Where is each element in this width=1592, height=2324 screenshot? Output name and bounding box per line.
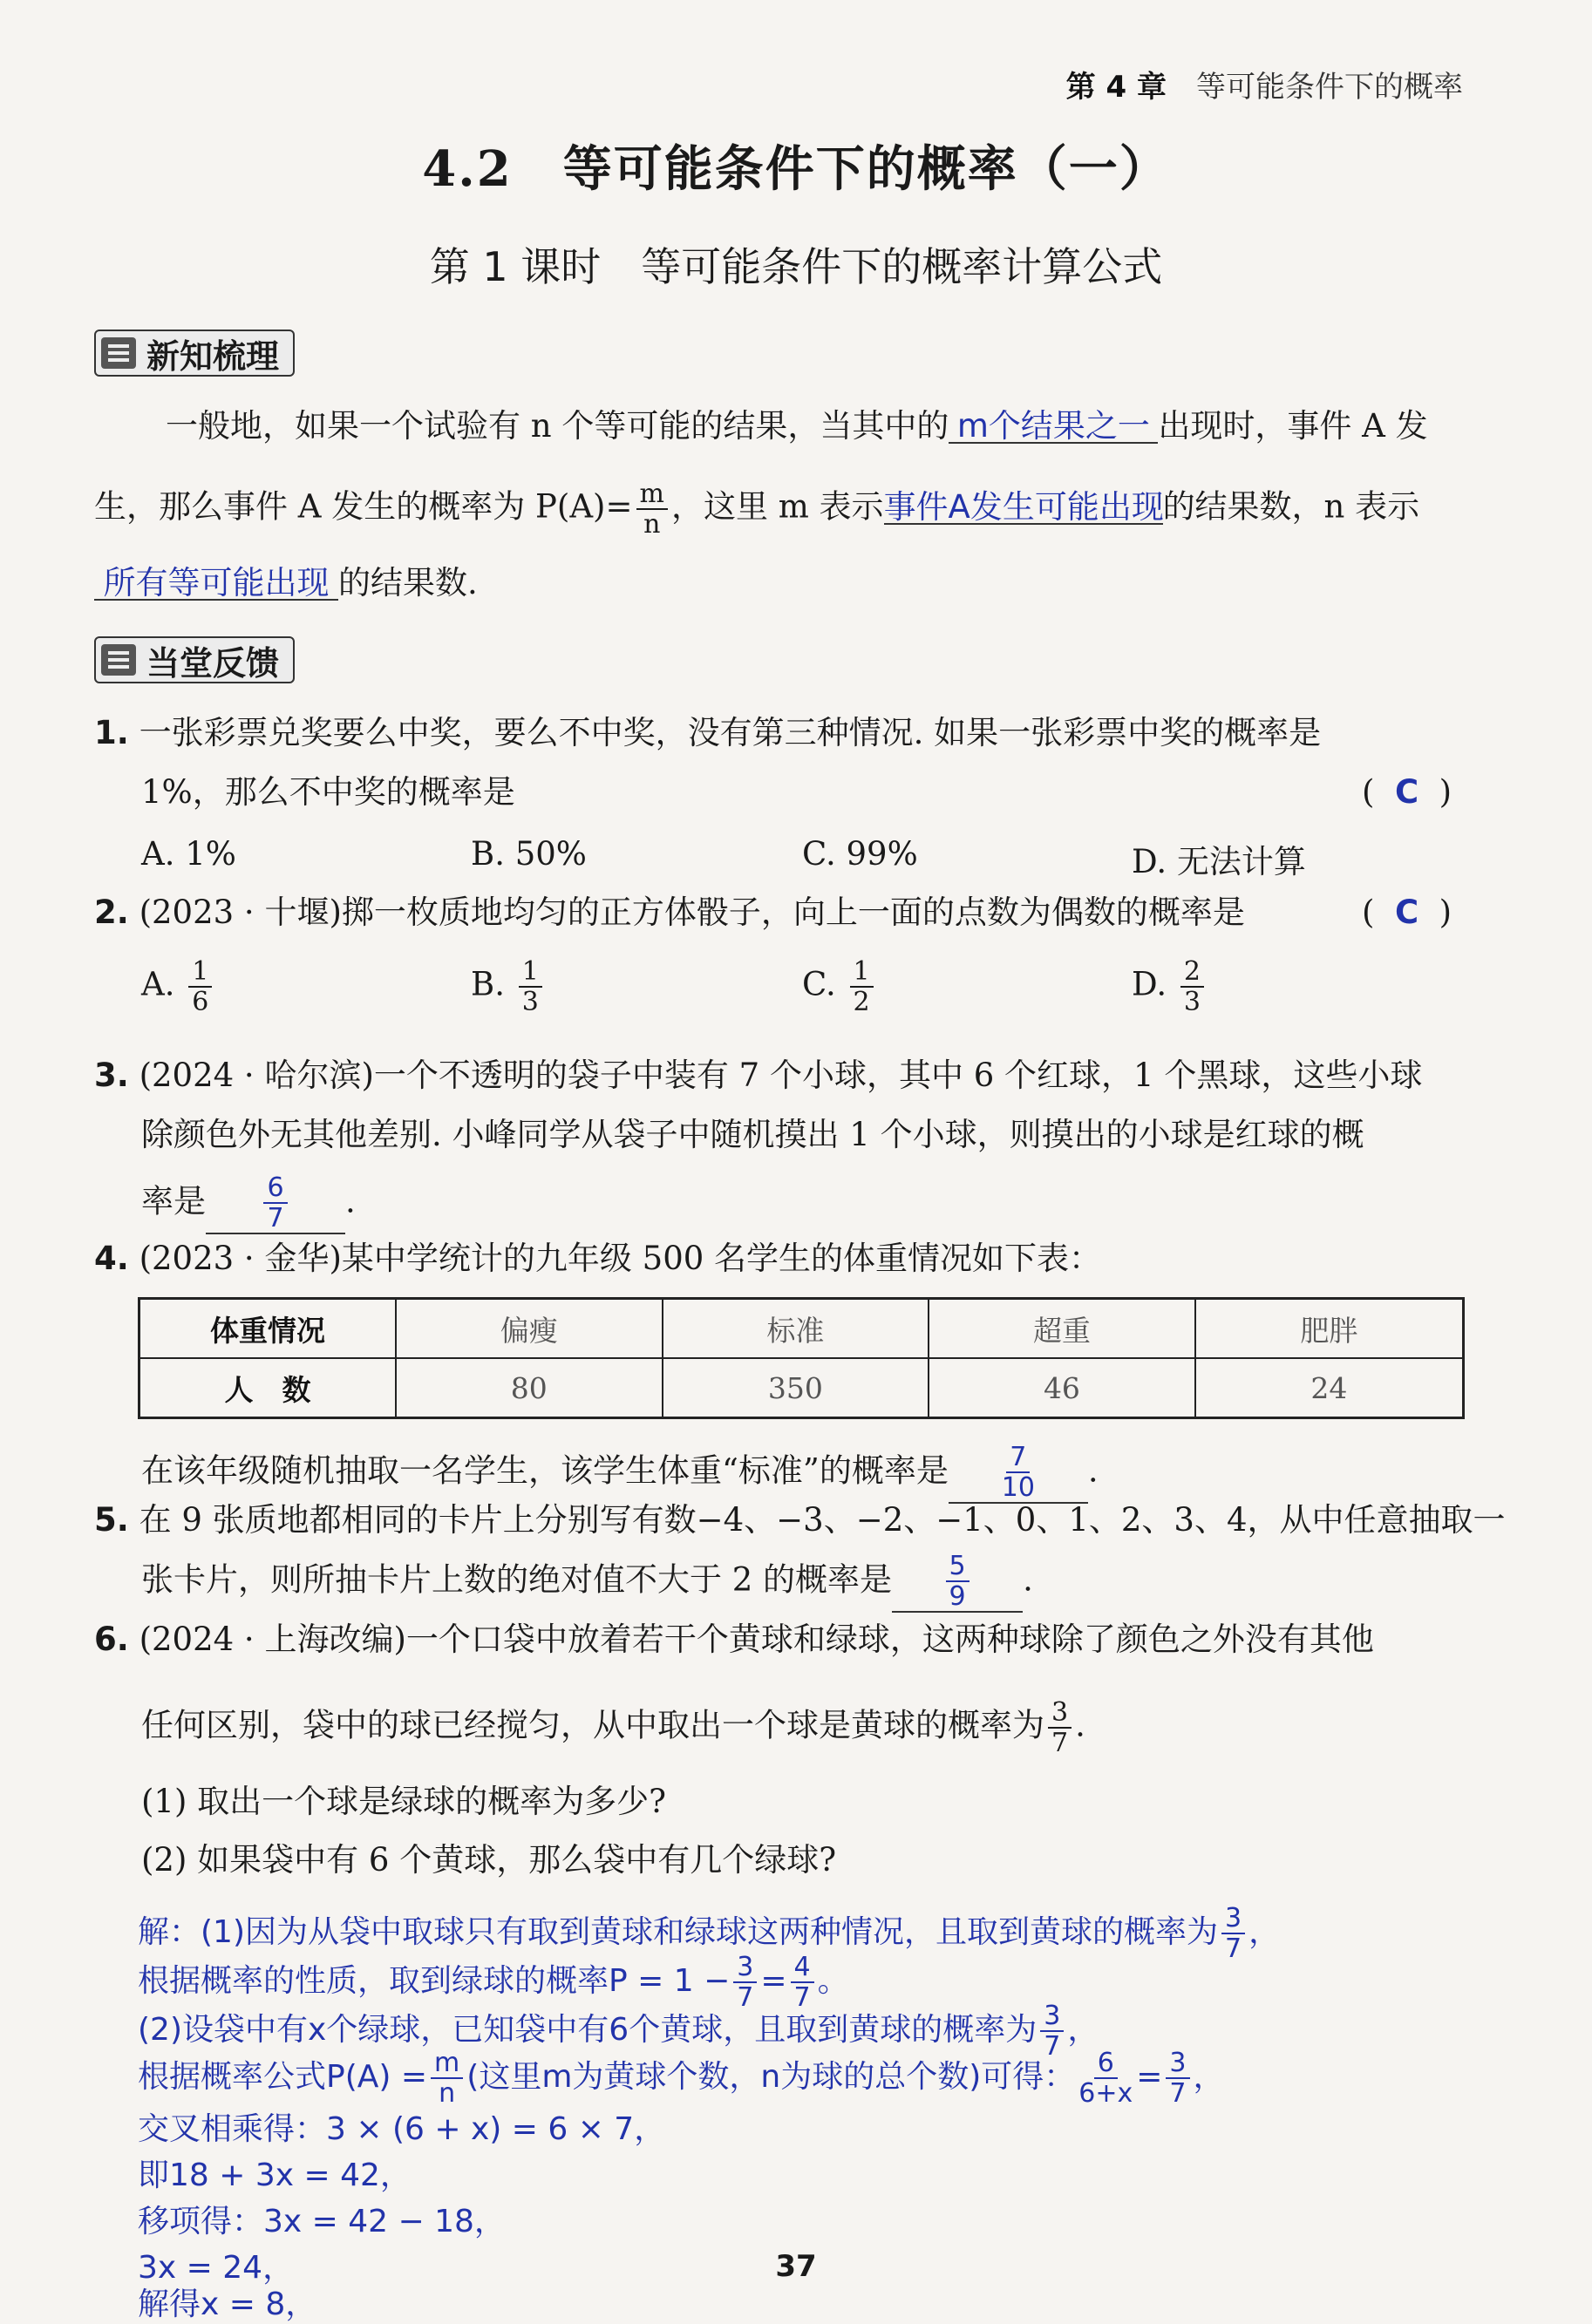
table-cell: 46: [929, 1358, 1195, 1418]
denominator: n: [643, 509, 661, 540]
chapter-number: 第 4 章: [1065, 70, 1167, 105]
question-number: 6.: [94, 1621, 129, 1658]
question-number: 5.: [94, 1501, 129, 1539]
knowledge-line-3: [94, 564, 478, 601]
table-row: [139, 1358, 1464, 1418]
table-header-cell: 体重情况: [139, 1299, 397, 1359]
question-1-answer: [1362, 773, 1453, 811]
denominator: n: [439, 2078, 456, 2109]
numerator: 3: [733, 1953, 757, 1983]
fraction: [1078, 2049, 1133, 2108]
paren: ): [1439, 773, 1453, 811]
q2-option-b: [471, 957, 546, 1016]
text: 生，那么事件 A 发生的概率为 P(A)=: [94, 487, 633, 526]
question-6-sub-1: (1) 取出一个球是绿球的概率为多少?: [141, 1783, 667, 1820]
q1-option-a: A. 1%: [141, 835, 236, 873]
solution-text: 解：(1)因为从袋中取球只有取到黄球和绿球这两种情况，且取到黄球的概率为: [138, 1914, 1218, 1950]
numerator: 3: [1048, 1698, 1072, 1729]
option-label: A.: [141, 965, 175, 1003]
text: ，这里 m 表示: [670, 487, 884, 526]
solution-line-4: [138, 2049, 1225, 2108]
table-header-cell: 肥胖: [1195, 1299, 1464, 1359]
paren: (: [1362, 773, 1375, 811]
question-text: 在该年级随机抽取一名学生，该学生体重“标准”的概率是: [141, 1451, 949, 1490]
text: .: [345, 1182, 356, 1220]
solution-text: (这里m为黄球个数，n为球的总个数)可得：: [466, 2059, 1076, 2095]
question-3-line-1: [94, 1057, 1423, 1094]
question-6-line-1: [94, 1621, 1374, 1658]
numerator: 2: [1180, 957, 1204, 988]
numerator: m: [431, 2049, 463, 2079]
q2-option-c: [802, 957, 877, 1016]
chapter-header: [1066, 63, 1463, 105]
solution-line-8: 3x = 24，: [138, 2250, 295, 2286]
denominator: 9: [949, 1581, 966, 1612]
fill-blank-answer: [949, 1443, 1088, 1504]
q1-option-c: C. 99%: [802, 835, 918, 873]
question-4: [94, 1240, 1102, 1277]
question-text: 率是: [141, 1182, 206, 1220]
table-cell: 24: [1195, 1358, 1464, 1418]
section-tag-label: 当堂反馈: [146, 643, 280, 683]
fraction: [946, 1552, 969, 1611]
denominator: 7: [1044, 2031, 1061, 2062]
question-4-after: [141, 1443, 1099, 1504]
question-text: 在 9 张质地都相同的卡片上分别写有数−4、−3、−2、−1、0、1、2、3、4，从中任意抽取一: [139, 1501, 1506, 1539]
fill-blank-2: 事件A发生可能出现: [883, 487, 1164, 526]
solution-text: ，: [1067, 2012, 1099, 2048]
fraction: [519, 957, 542, 1016]
option-label: B.: [471, 965, 505, 1003]
denominator: 7: [1169, 2078, 1187, 2109]
numerator: 1: [850, 957, 874, 988]
weight-table: [138, 1297, 1465, 1419]
question-text: (2024 · 上海改编)一个口袋中放着若干个黄球和绿球，这两种球除了颜色之外没有其他: [139, 1621, 1374, 1658]
solution-text: ，: [1248, 1914, 1281, 1950]
table-row: [139, 1299, 1464, 1359]
section-tag-feedback: [94, 636, 295, 683]
table-header-cell: 标准: [663, 1299, 929, 1359]
fill-blank-answer: [206, 1173, 345, 1234]
denominator: 7: [737, 1982, 754, 2013]
numerator: 3: [1040, 2001, 1064, 2032]
numerator: 4: [791, 1953, 814, 1983]
solution-line-9: 解得x = 8，: [138, 2287, 317, 2322]
text: 的结果数，n 表示: [1162, 487, 1420, 526]
answer-choice: C: [1394, 894, 1419, 931]
solution-text: 根据概率公式P(A) =: [138, 2059, 428, 2095]
solution-text: (2)设袋中有x个绿球，已知袋中有6个黄球，且取到黄球的概率为: [138, 2012, 1038, 2048]
numerator: 6: [1094, 2049, 1118, 2079]
text: .: [1023, 1560, 1033, 1599]
q2-option-a: [141, 957, 215, 1016]
text: 一般地，如果一个试验有 n 个等可能的结果，当其中的: [166, 407, 949, 445]
fraction: [1048, 1698, 1072, 1757]
knowledge-line-1: [166, 407, 1428, 445]
text: 出现时，事件 A 发: [1158, 407, 1428, 445]
text: .: [1075, 1706, 1085, 1744]
denominator: 6+x: [1078, 2078, 1133, 2109]
question-5-line-1: [94, 1501, 1506, 1539]
denominator: 7: [267, 1203, 284, 1233]
paren: ): [1439, 894, 1453, 931]
question-5-line-2: [141, 1552, 1033, 1613]
solution-line-6: 即18 + 3x = 42，: [138, 2158, 412, 2193]
answer-choice: C: [1394, 773, 1419, 811]
solution-text: =: [760, 1963, 787, 1999]
question-text: 1%，那么不中奖的概率是: [141, 773, 515, 811]
numerator: m: [636, 479, 668, 510]
chapter-title: 等可能条件下的概率: [1196, 70, 1463, 105]
solution-text: 根据概率的性质，取到绿球的概率P = 1 −: [138, 1963, 731, 1999]
q1-option-b: B. 50%: [471, 835, 587, 873]
question-text: (2024 · 哈尔滨)一个不透明的袋子中装有 7 个小球，其中 6 个红球，1 个黑球，这些小球: [139, 1057, 1423, 1094]
denominator: 3: [1183, 987, 1201, 1017]
numerator: 3: [1221, 1904, 1245, 1934]
question-6-sub-2: (2) 如果袋中有 6 个黄球，那么袋中有几个绿球?: [141, 1841, 837, 1879]
page-number: 37: [775, 2249, 817, 2284]
question-2-answer: [1362, 894, 1453, 931]
denominator: 7: [1225, 1933, 1242, 1964]
lesson-title: 第 1 课时 等可能条件下的概率计算公式: [429, 243, 1163, 290]
question-number: 1.: [94, 714, 129, 751]
table-cell: 350: [663, 1358, 929, 1418]
question-text: (2023 · 十堰)掷一枚质地均匀的正方体骰子，向上一面的点数为偶数的概率是: [139, 894, 1245, 931]
notebook-icon: [101, 337, 136, 369]
fraction: [1180, 957, 1204, 1016]
solution-text: =: [1136, 2059, 1163, 2095]
denominator: 10: [1001, 1472, 1035, 1503]
question-number: 2.: [94, 894, 129, 931]
text: 的结果数.: [338, 564, 478, 601]
option-label: D.: [1132, 965, 1167, 1003]
question-3-line-2: [141, 1118, 1364, 1151]
denominator: 2: [853, 987, 870, 1017]
denominator: 7: [1051, 1728, 1069, 1758]
q1-option-d: D. 无法计算: [1132, 843, 1306, 880]
fraction: [188, 957, 212, 1016]
fill-blank-3: 所有等可能出现: [94, 567, 338, 601]
table-header-cell: 偏瘦: [396, 1299, 663, 1359]
pencil-icon: [101, 644, 136, 676]
option-label: C.: [802, 965, 836, 1003]
denominator: 3: [521, 987, 539, 1017]
fraction: [1166, 2049, 1189, 2108]
fraction: [1002, 1443, 1035, 1502]
question-text: (2023 · 金华)某中学统计的九年级 500 名学生的体重情况如下表：: [139, 1240, 1102, 1277]
numerator: 5: [946, 1552, 969, 1582]
section-tag-new-knowledge: [94, 330, 295, 377]
solution-line-5: 交叉相乘得：3 × (6 + x) = 6 × 7，: [138, 2111, 666, 2147]
numerator: 1: [519, 957, 542, 988]
paren: (: [1362, 894, 1375, 931]
question-number: 4.: [94, 1240, 129, 1277]
question-1-line-2: [141, 773, 515, 811]
question-6-line-2: [141, 1698, 1085, 1757]
question-text: 除颜色外无其他差别. 小峰同学从袋子中随机摸出 1 个小球，则摸出的小球是红球的概: [141, 1116, 1364, 1153]
fraction-m-over-n: [636, 479, 668, 539]
solution-line-7: 移项得：3x = 42 − 18，: [138, 2204, 506, 2239]
section-title: 4.2 等可能条件下的概率（一）: [422, 140, 1170, 198]
numerator: 6: [263, 1173, 287, 1204]
knowledge-line-2: [94, 479, 1419, 539]
question-number: 3.: [94, 1057, 129, 1094]
question-text: 张卡片，则所抽卡片上数的绝对值不大于 2 的概率是: [141, 1560, 893, 1599]
q2-option-d: [1132, 957, 1208, 1016]
question-1-line-1: [94, 714, 1322, 751]
solution-text: 。: [817, 1963, 849, 1999]
text: .: [1087, 1451, 1099, 1490]
question-2: [94, 894, 1245, 931]
table-header-cell: 超重: [929, 1299, 1195, 1359]
fraction: [431, 2049, 463, 2108]
question-text: 一张彩票兑奖要么中奖，要么不中奖，没有第三种情况. 如果一张彩票中奖的概率是: [139, 714, 1322, 751]
table-cell: 80: [396, 1358, 663, 1418]
denominator: 6: [192, 987, 209, 1017]
question-3-line-3: [141, 1173, 356, 1234]
fraction: [850, 957, 874, 1016]
section-tag-label: 新知梳理: [146, 336, 280, 376]
fraction: [263, 1173, 287, 1233]
fill-blank-answer: [892, 1552, 1023, 1613]
question-text: 任何区别，袋中的球已经搅匀，从中取出一个球是黄球的概率为: [141, 1706, 1044, 1744]
numerator: 3: [1166, 2049, 1189, 2079]
numerator: 7: [1006, 1443, 1030, 1473]
numerator: 1: [188, 957, 212, 988]
table-cell: 人 数: [139, 1358, 397, 1418]
fraction: [1221, 1904, 1245, 1963]
solution-text: ，: [1193, 2059, 1225, 2095]
fill-blank-1: m个结果之一: [949, 410, 1158, 444]
denominator: 7: [793, 1982, 811, 2013]
